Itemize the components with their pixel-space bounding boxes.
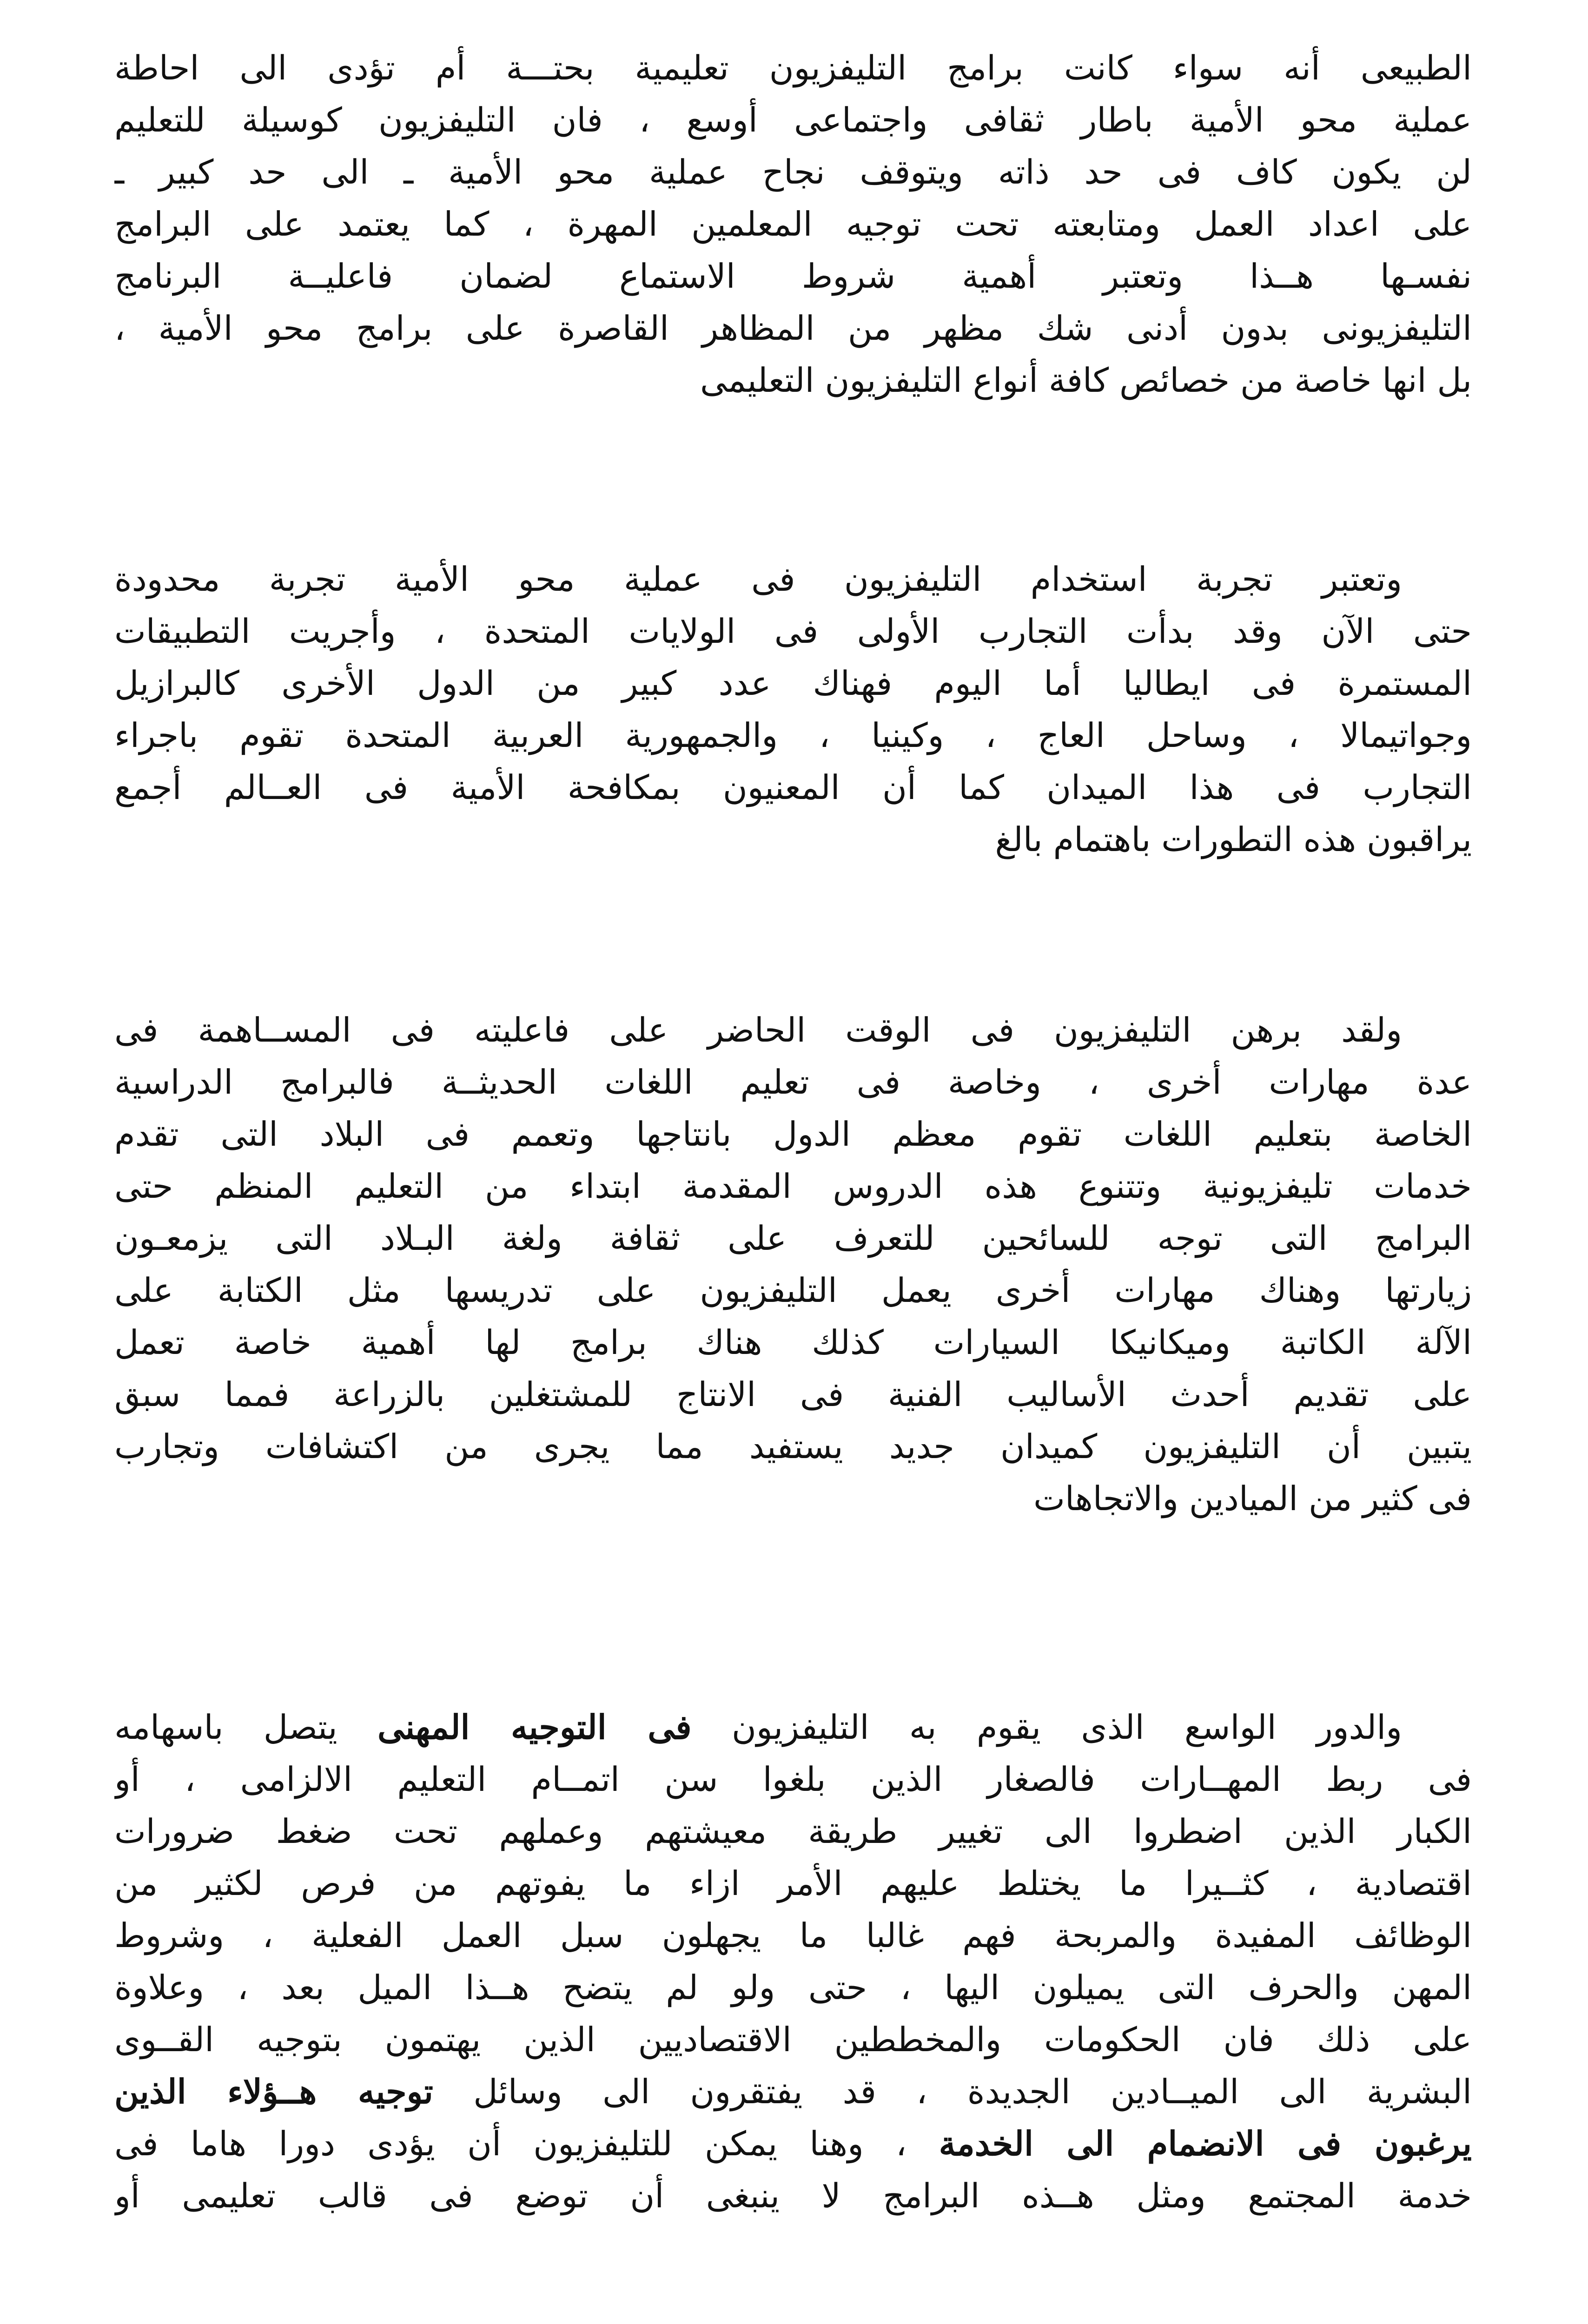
paragraph-2: [114, 553, 1472, 865]
text-run: ، وهنا يمكن للتليفزيون أن يؤدى دورا هاما فى: [114, 2124, 939, 2163]
text-line: [114, 2066, 1472, 2118]
text-line: الخاصة بتعليم اللغات تقوم معظم الدول بانتاجها وتعمم فى البلاد التى تقدم: [114, 1115, 1472, 1154]
paragraph-1: [114, 42, 1472, 406]
text-line: [114, 1701, 1472, 1753]
text-line: التجارب فى هذا الميدان كما أن المعنيون بمكافحة الأمية فى العــالم أجمع: [114, 768, 1472, 807]
text-line: اقتصادية ، كثــيرا ما يختلط عليهم الأمر ازاء ما يفوتهم من فرص لكثير من: [114, 1864, 1472, 1903]
paragraph-3: [114, 1004, 1472, 1525]
text-line: الوظائف المفيدة والمربحة فهم غالبا ما يجهلون سبل العمل الفعلية ، وشروط: [114, 1916, 1472, 1955]
text-run: يتصل باسهامه: [114, 1708, 378, 1747]
text-line: حتى الآن وقد بدأت التجارب الأولى فى الولايات المتحدة ، وأجريت التطبيقات: [114, 612, 1472, 651]
text-line: وجواتيمالا ، وساحل العاج ، وكينيا ، والجمهورية العربية المتحدة تقوم باجراء: [114, 716, 1472, 755]
bold-text-run: يرغبون فى الانضمام الى الخدمة: [939, 2124, 1472, 2163]
text-line: [114, 2118, 1472, 2170]
text-line: الآلة الكاتبة وميكانيكا السيارات كذلك هناك برامج لها أهمية خاصة تعمل: [114, 1323, 1472, 1362]
text-line: وتعتبر تجربة استخدام التليفزيون فى عملية محو الأمية تجربة محدودة: [114, 560, 1402, 599]
text-line: عدة مهارات أخرى ، وخاصة فى تعليم اللغات الحديثــة فالبرامج الدراسية: [114, 1063, 1472, 1102]
text-line: بل انها خاصة من خصائص كافة أنواع التليفزيون التعليمى: [700, 361, 1472, 400]
text-line: فى كثير من الميادين والاتجاهات: [1033, 1479, 1472, 1518]
text-line: فى ربط المهــارات فالصغار الذين بلغوا سن اتمــام التعليم الالزامى ، أو: [114, 1760, 1472, 1799]
text-line: خدمات تليفزيونية وتتنوع هذه الدروس المقدمة ابتداء من التعليم المنظم حتى: [114, 1167, 1472, 1206]
text-line: على تقديم أحدث الأساليب الفنية فى الانتاج للمشتغلين بالزراعة فمما سبق: [114, 1375, 1472, 1414]
bold-text-run: توجيه هــؤلاء الذين: [114, 2072, 433, 2111]
text-line: يراقبون هذه التطورات باهتمام بالغ: [995, 820, 1472, 859]
text-line: ولقد برهن التليفزيون فى الوقت الحاضر على فاعليته فى المســاهمة فى: [114, 1010, 1402, 1050]
text-line: زيارتها وهناك مهارات أخرى يعمل التليفزيون على تدريسها مثل الكتابة على: [114, 1271, 1472, 1310]
text-line: يتبين أن التليفزيون كميدان جديد يستفيد مما يجرى من اكتشافات وتجارب: [114, 1427, 1472, 1466]
paragraph-4: [114, 1701, 1472, 2222]
bold-text-run: فى التوجيه المهنى: [377, 1707, 692, 1747]
text-run: والدور الواسع الذى يقوم به التليفزيون: [691, 1708, 1403, 1747]
text-line: البرامج التى توجه للسائحين للتعرف على ثقافة ولغة البـلاد التى يزمعـون: [114, 1219, 1472, 1258]
text-line: عملية محو الأمية باطار ثقافى واجتماعى أوسع ، فان التليفزيون كوسيلة للتعليم: [114, 100, 1472, 139]
text-line: خدمة المجتمع ومثل هــذه البرامج لا ينبغى أن توضع فى قالب تعليمى أو: [114, 2176, 1472, 2215]
text-line: الطبيعى أنه سواء كانت برامج التليفزيون تعليمية بحتـــة أم تؤدى الى احاطة: [114, 48, 1472, 87]
text-line: لن يكون كاف فى حد ذاته ويتوقف نجاح عملية محو الأمية ـ الى حد كبير ـ: [114, 152, 1472, 191]
text-line: على ذلك فان الحكومات والمخططين الاقتصاديين الذين يهتمون بتوجيه القــوى: [114, 2020, 1472, 2059]
text-run: البشرية الى الميــادين الجديدة ، قد يفتقرون الى وسائل: [433, 2072, 1472, 2111]
text-line: المستمرة فى ايطاليا أما اليوم فهناك عدد كبير من الدول الأخرى كالبرازيل: [114, 664, 1472, 703]
text-line: نفسـها هــذا وتعتبر أهمية شروط الاستماع لضمان فاعليــة البرنامج: [114, 257, 1472, 296]
text-line: التليفزيونى بدون أدنى شك مظهر من المظاهر القاصرة على برامج محو الأمية ،: [114, 309, 1472, 348]
text-line: المهن والحرف التى يميلون اليها ، حتى ولو لم يتضح هــذا الميل بعد ، وعلاوة: [114, 1968, 1472, 2007]
text-line: على اعداد العمل ومتابعته تحت توجيه المعلمين المهرة ، كما يعتمد على البرامج: [114, 205, 1472, 244]
text-line: الكبار الذين اضطروا الى تغيير طريقة معيشتهم وعملهم تحت ضغط ضرورات: [114, 1812, 1472, 1851]
